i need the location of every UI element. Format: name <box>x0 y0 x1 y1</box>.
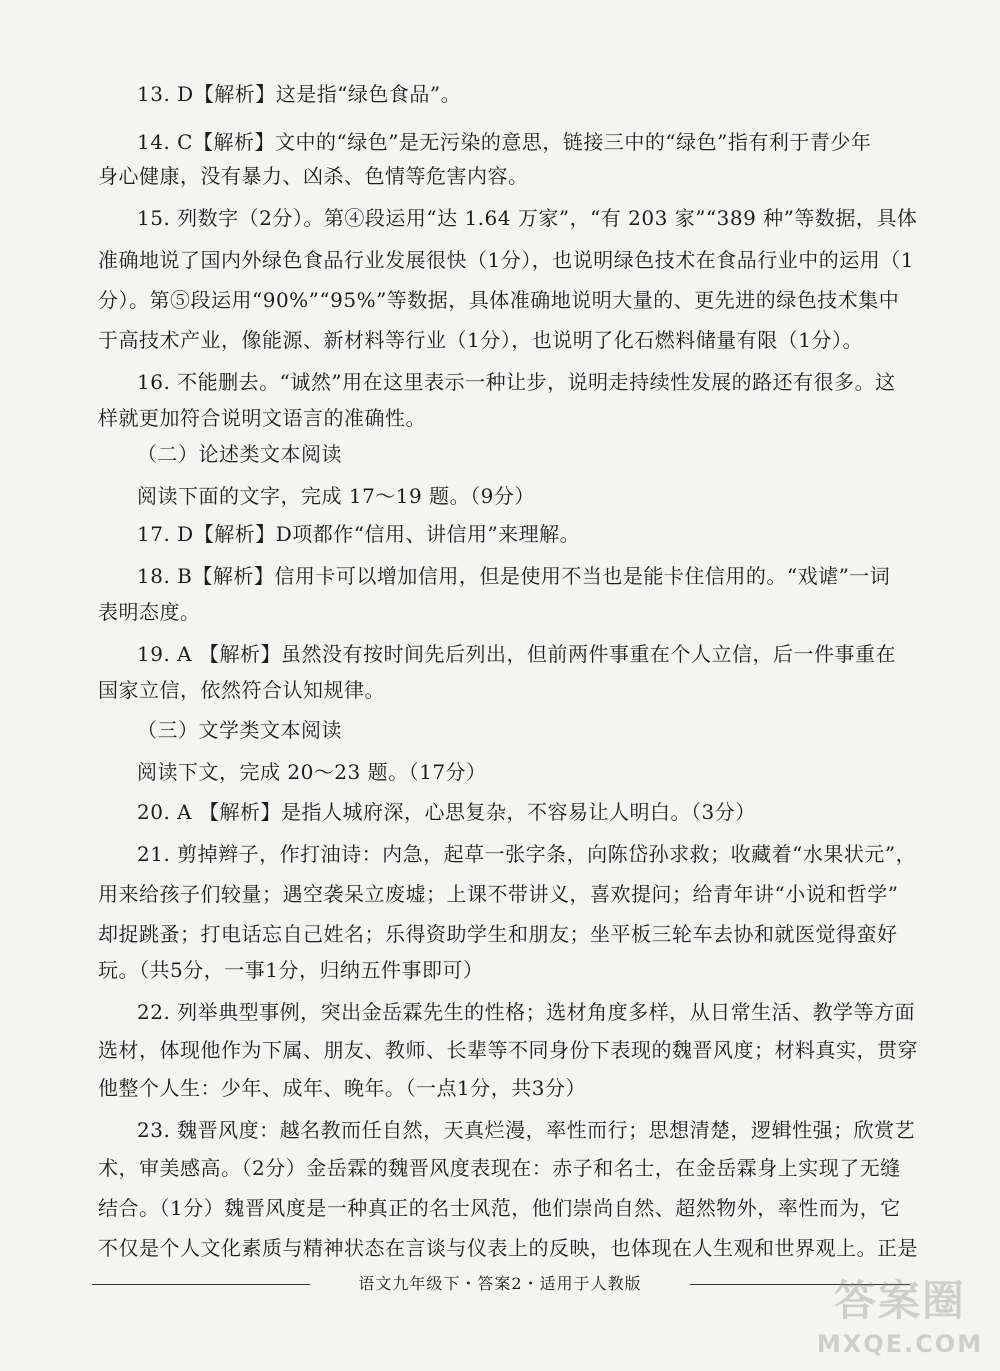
section-heading-3: （三）文学类文本阅读 <box>137 718 342 742</box>
footer-rule-left <box>92 1284 312 1285</box>
watermark-logo-text: 答案圈 <box>833 1276 966 1325</box>
watermark-domain: MXQE.COM <box>816 1330 984 1358</box>
answer-16-line-1: 16. 不能删去。“诚然”用在这里表示一种让步，说明走持续性发展的路还有很多。这 <box>137 370 896 394</box>
section-instruction-2: 阅读下面的文字，完成 17～19 题。（9分） <box>137 484 535 508</box>
answer-18-line-1: 18. B【解析】信用卡可以增加信用，但是使用不当也是能卡住信用的。“戏谑”一词 <box>137 564 891 588</box>
answer-15-line-4: 于高技术产业，像能源、新材料等行业（1分），也说明了化石燃料储量有限（1分）。 <box>98 328 863 352</box>
answer-15-line-3: 分）。第⑤段运用“90%”“95%”等数据，具体准确地说明大量的、更先进的绿色技术集中 <box>98 288 900 312</box>
answer-23-line-4: 不仅是个人文化素质与精神状态在言谈与仪表上的反映，也体现在人生观和世界观上。正是 <box>98 1236 918 1260</box>
answer-17: 17. D【解析】D项都作“信用、讲信用”来理解。 <box>137 522 581 546</box>
answer-18-line-2: 表明态度。 <box>98 600 201 624</box>
answer-21-line-1: 21. 剪掉辫子，作打油诗：内急，起草一张字条，向陈岱孙求救；收藏着“水果状元”， <box>137 842 917 866</box>
answer-20: 20. A 【解析】是指人城府深，心思复杂，不容易让人明白。（3分） <box>137 800 756 824</box>
answer-19-line-1: 19. A 【解析】虽然没有按时间先后列出，但前两件事重在个人立信，后一件事重在 <box>137 642 896 666</box>
answer-22-line-3: 他整个人生：少年、成年、晚年。（一点1分，共3分） <box>98 1076 586 1100</box>
answer-23-line-1: 23. 魏晋风度：越名教而任自然，天真烂漫，率性而行；思想清楚，逻辑性强；欣赏艺 <box>137 1118 916 1142</box>
answer-15-line-1: 15. 列数字（2分）。第④段运用“达 1.64 万家”，“有 203 家”“389 种”等数据，具体 <box>137 206 918 230</box>
answer-19-line-2: 国家立信，依然符合认知规律。 <box>98 678 385 702</box>
answer-16-line-2: 样就更加符合说明文语言的准确性。 <box>98 406 426 430</box>
answer-23-line-3: 结合。（1分）魏晋风度是一种真正的名士风范，他们崇尚自然、超然物外，率性而为，它 <box>98 1196 901 1220</box>
answer-15-line-2: 准确地说了国内外绿色食品行业发展很快（1分），也说明绿色技术在食品行业中的运用（1 <box>98 248 914 272</box>
section-instruction-3: 阅读下文，完成 20～23 题。（17分） <box>137 760 487 784</box>
answer-14-line-2: 身心健康，没有暴力、凶杀、色情等危害内容。 <box>98 164 529 188</box>
page-footer: 语文九年级下・答案2・适用于人教版 <box>310 1272 690 1296</box>
answer-23-line-2: 术，审美感高。（2分）金岳霖的魏晋风度表现在：赤子和名士，在金岳霖身上实现了无缝 <box>98 1156 901 1180</box>
answer-14-line-1: 14. C【解析】文中的“绿色”是无污染的意思，链接三中的“绿色”指有利于青少年 <box>137 130 872 154</box>
answer-13: 13. D【解析】这是指“绿色食品”。 <box>137 82 462 106</box>
section-heading-2: （二）论述类文本阅读 <box>137 442 342 466</box>
answer-22-line-2: 选材，体现他作为下属、朋友、教师、长辈等不同身份下表现的魏晋风度；材料真实，贯穿 <box>98 1038 918 1062</box>
answer-21-line-4: 玩。（共5分，一事1分，归纳五件事即可） <box>98 958 484 982</box>
answer-22-line-1: 22. 列举典型事例，突出金岳霖先生的性格；选材角度多样，从日常生活、教学等方面 <box>137 1000 916 1024</box>
answer-21-line-2: 用来给孩子们较量；遇空袭呆立废墟；上课不带讲义，喜欢提问；给青年讲“小说和哲学” <box>98 882 899 906</box>
watermark-logo <box>810 1273 990 1363</box>
answer-21-line-3: 却捉跳蚤；打电话忘自己姓名；乐得资助学生和朋友；坐平板三轮车去协和就医觉得蛮好 <box>98 922 898 946</box>
